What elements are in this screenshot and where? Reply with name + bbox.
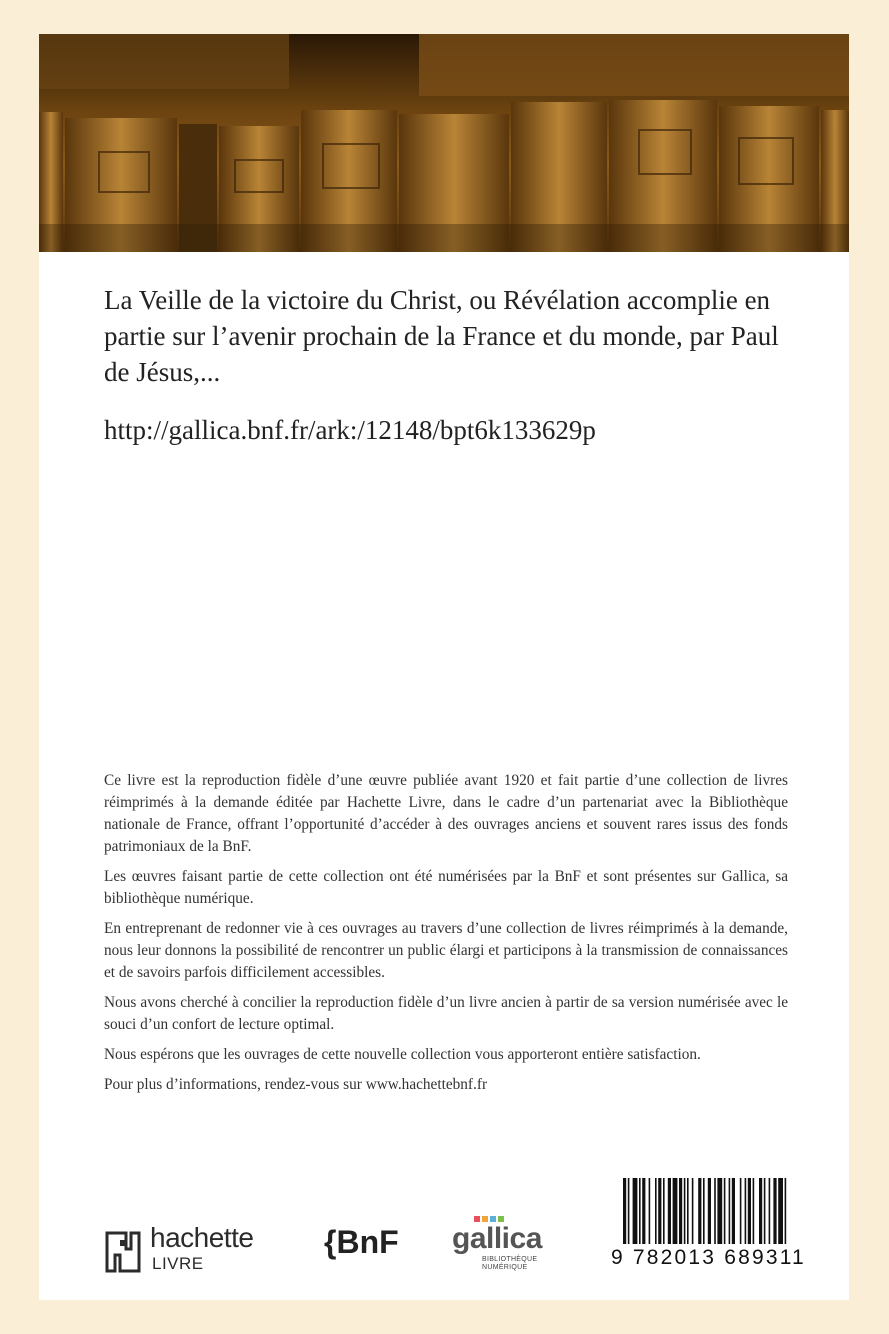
hachette-wordmark: hachette — [150, 1222, 254, 1253]
book-title: La Veille de la victoire du Christ, ou Révélation accomplie en partie sur l’avenir prochain de la France et du monde, par Paul de Jésus,... — [104, 285, 779, 387]
blurb-paragraph-4: Nous avons cherché à concilier la reproduction fidèle d’un livre ancien à partir de sa version numérisée avec le souci d’un confort de lecture optimal. — [104, 994, 788, 1033]
blurb-paragraph-5: Nous espérons que les ouvrages de cette nouvelle collection vous apporteront entière satisfaction. — [104, 1046, 701, 1063]
isbn-barcode — [605, 1172, 823, 1278]
publisher-logos — [104, 1216, 544, 1276]
gallica-subtitle-1: BIBLIOTHÈQUE — [482, 1256, 538, 1263]
old-books-spines-image — [39, 34, 849, 252]
gallica-subtitle-2: NUMÉRIQUE — [482, 1264, 528, 1271]
back-cover — [39, 34, 849, 1300]
hachette-h-mark-icon — [104, 1230, 142, 1274]
isbn-number: 9 782013 689311 — [611, 1246, 806, 1269]
blurb-paragraph-1: Ce livre est la reproduction fidèle d’une œuvre publiée avant 1920 et fait partie d’une collection de livres réimprimés à la demande éditée par Hachette Livre, dans le cadre d’un partenariat avec la Bibliothèque nationale de France, offrant l’opportunité d’accéder à des ouvrages anciens et souvent rares issus des fonds patrimoniaux de la BnF. — [104, 772, 788, 855]
gallica-logo — [452, 1216, 572, 1276]
bookshelf-photo-banner — [39, 34, 849, 252]
blurb-paragraph-3: En entreprenant de redonner vie à ces ouvrages au travers d’une collection de livres réimprimés à la demande, nous leur donnons la possibilité de rencontrer un public élargi et participons à la transmission de connaissances et de savoirs parfois difficilement accessibles. — [104, 920, 788, 981]
barcode-bars — [609, 1178, 819, 1246]
collection-description — [104, 770, 788, 1104]
bnf-logo: {BnF — [324, 1224, 399, 1260]
livre-wordmark: LIVRE — [152, 1254, 204, 1273]
blurb-paragraph-2: Les œuvres faisant partie de cette collection ont été numérisées par la BnF et sont présentes sur Gallica, sa bibliothèque numérique. — [104, 868, 788, 907]
gallica-ark-link[interactable]: http://gallica.bnf.fr/ark:/12148/bpt6k133629p — [104, 415, 596, 445]
hachette-livre-logo — [104, 1224, 284, 1274]
gallica-wordmark: gallica — [452, 1222, 542, 1255]
blurb-paragraph-6: Pour plus d’informations, rendez-vous sur www.hachettebnf.fr — [104, 1076, 488, 1093]
